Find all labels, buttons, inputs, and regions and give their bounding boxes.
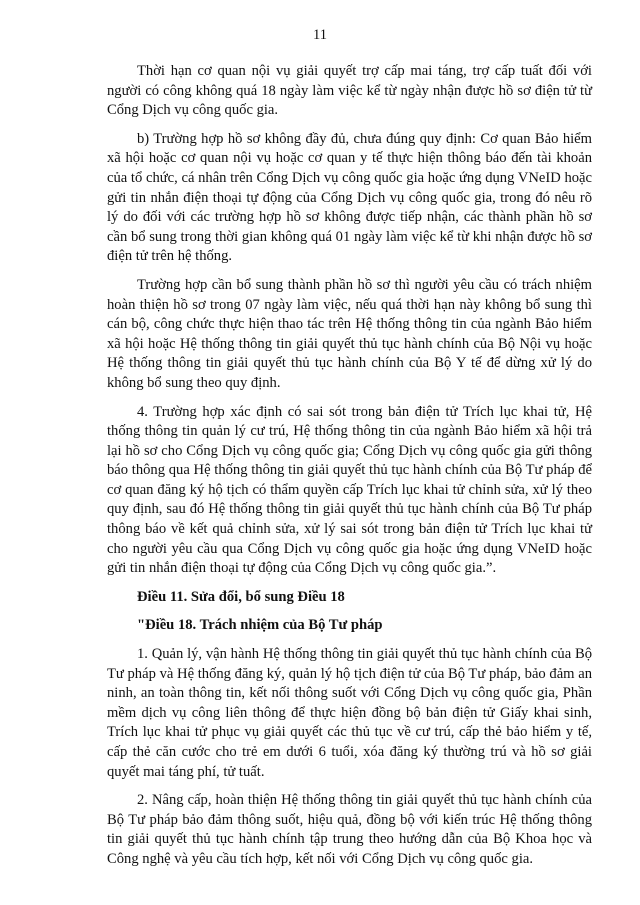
article-18-heading: "Điều 18. Trách nhiệm của Bộ Tư pháp	[137, 617, 383, 634]
paragraph-error-handling: 4. Trường hợp xác định có sai sót trong bản điện tử Trích lục khai tử, Hệ thống thông tin quản lý cư trú, Hệ thống thông tin của ngành Bảo hiểm xã hội trả lại hồ sơ cho Cổng Dịch vụ công quốc gia; Cổng Dịch vụ công quốc gia gửi thông báo thông qua Hệ thống thông tin giải quyết thủ tục hành chính của Bộ Tư pháp để cơ quan đăng ký hộ tịch có thẩm quyền cấp Trích lục khai tử chỉnh sửa, xử lý theo quy định, sau đó Hệ thống thông tin giải quyết thủ tục hành chính của Bộ Tư pháp thông báo về kết quả chỉnh sửa, xử lý sai sót trong bản điện tử Trích lục khai tử cho người yêu cầu qua Cổng Dịch vụ công quốc gia hoặc ứng dụng VNeID hoặc gửi tin nhắn điện thoại tự động của Cổng Dịch vụ công quốc gia.”.	[107, 403, 592, 577]
paragraph-supplement-dossier: Trường hợp cần bổ sung thành phần hồ sơ thì người yêu cầu có trách nhiệm hoàn thiện hồ sơ trong 07 ngày làm việc, nếu quá thời hạn này không bổ sung thì cán bộ, công chức thực hiện thao tác trên Hệ thống thông tin của ngành Bảo hiểm xã hội hoặc Hệ thống thông tin giải quyết thủ tục hành chính của Bộ Nội vụ hoặc Hệ thống thông tin giải quyết thủ tục hành chính của Bộ Y tế để dừng xử lý do không bổ sung theo quy định.	[107, 276, 592, 391]
paragraph-responsibility-1: 1. Quản lý, vận hành Hệ thống thông tin giải quyết thủ tục hành chính của Bộ Tư pháp và Hệ thống đăng ký, quản lý hộ tịch điện tử của Bộ Tư pháp, bảo đảm an ninh, an toàn thông tin, kết nối thông suốt với Cổng Dịch vụ công quốc gia, Phần mềm dịch vụ công liên thông để thực hiện đồng bộ bản điện tử Giấy khai sinh, Trích lục khai tử phục vụ giải quyết các thủ tục về cư trú, cấp thẻ bảo hiểm y tế, cấp thẻ căn cước cho trẻ em dưới 6 tuổi, xóa đăng ký thường trú và hồ sơ giải quyết mai táng phí, tử tuất.	[107, 646, 592, 780]
paragraph-incomplete-dossier: b) Trường hợp hồ sơ không đầy đủ, chưa đúng quy định: Cơ quan Bảo hiểm xã hội hoặc cơ quan nội vụ hoặc cơ quan y tế thực hiện thông báo đến tài khoản của tổ chức, cá nhân trên Cổng Dịch vụ công quốc gia hoặc ứng dụng VNeID hoặc gửi tin nhắn điện thoại tự động của Cổng Dịch vụ công quốc gia, trong đó nêu rõ lý do đối với các trường hợp hồ sơ không được tiếp nhận, các thành phần hồ sơ cần bổ sung trong thời gian không quá 01 ngày làm việc kể từ khi nhận được hồ sơ điện tử trên hệ thống.	[107, 130, 592, 265]
article-11-heading: Điều 11. Sửa đổi, bổ sung Điều 18	[137, 588, 345, 605]
page-number: 11	[313, 27, 327, 43]
paragraph-processing-time: Thời hạn cơ quan nội vụ giải quyết trợ cấp mai táng, trợ cấp tuất đối với người có công không quá 18 ngày làm việc kể từ ngày nhận được hồ sơ điện tử từ Cổng Dịch vụ công quốc gia.	[107, 63, 592, 119]
paragraph-responsibility-2: 2. Nâng cấp, hoàn thiện Hệ thống thông tin giải quyết thủ tục hành chính của Bộ Tư pháp bảo đảm thông suốt, hiệu quả, đồng bộ với kiến trúc Hệ thống thông tin giải quyết thủ tục hành chính tập trung theo hướng dẫn của Bộ Khoa học và Công nghệ và yêu cầu tích hợp, kết nối với Cổng Dịch vụ công quốc gia.	[107, 792, 592, 867]
document-body	[107, 62, 592, 870]
